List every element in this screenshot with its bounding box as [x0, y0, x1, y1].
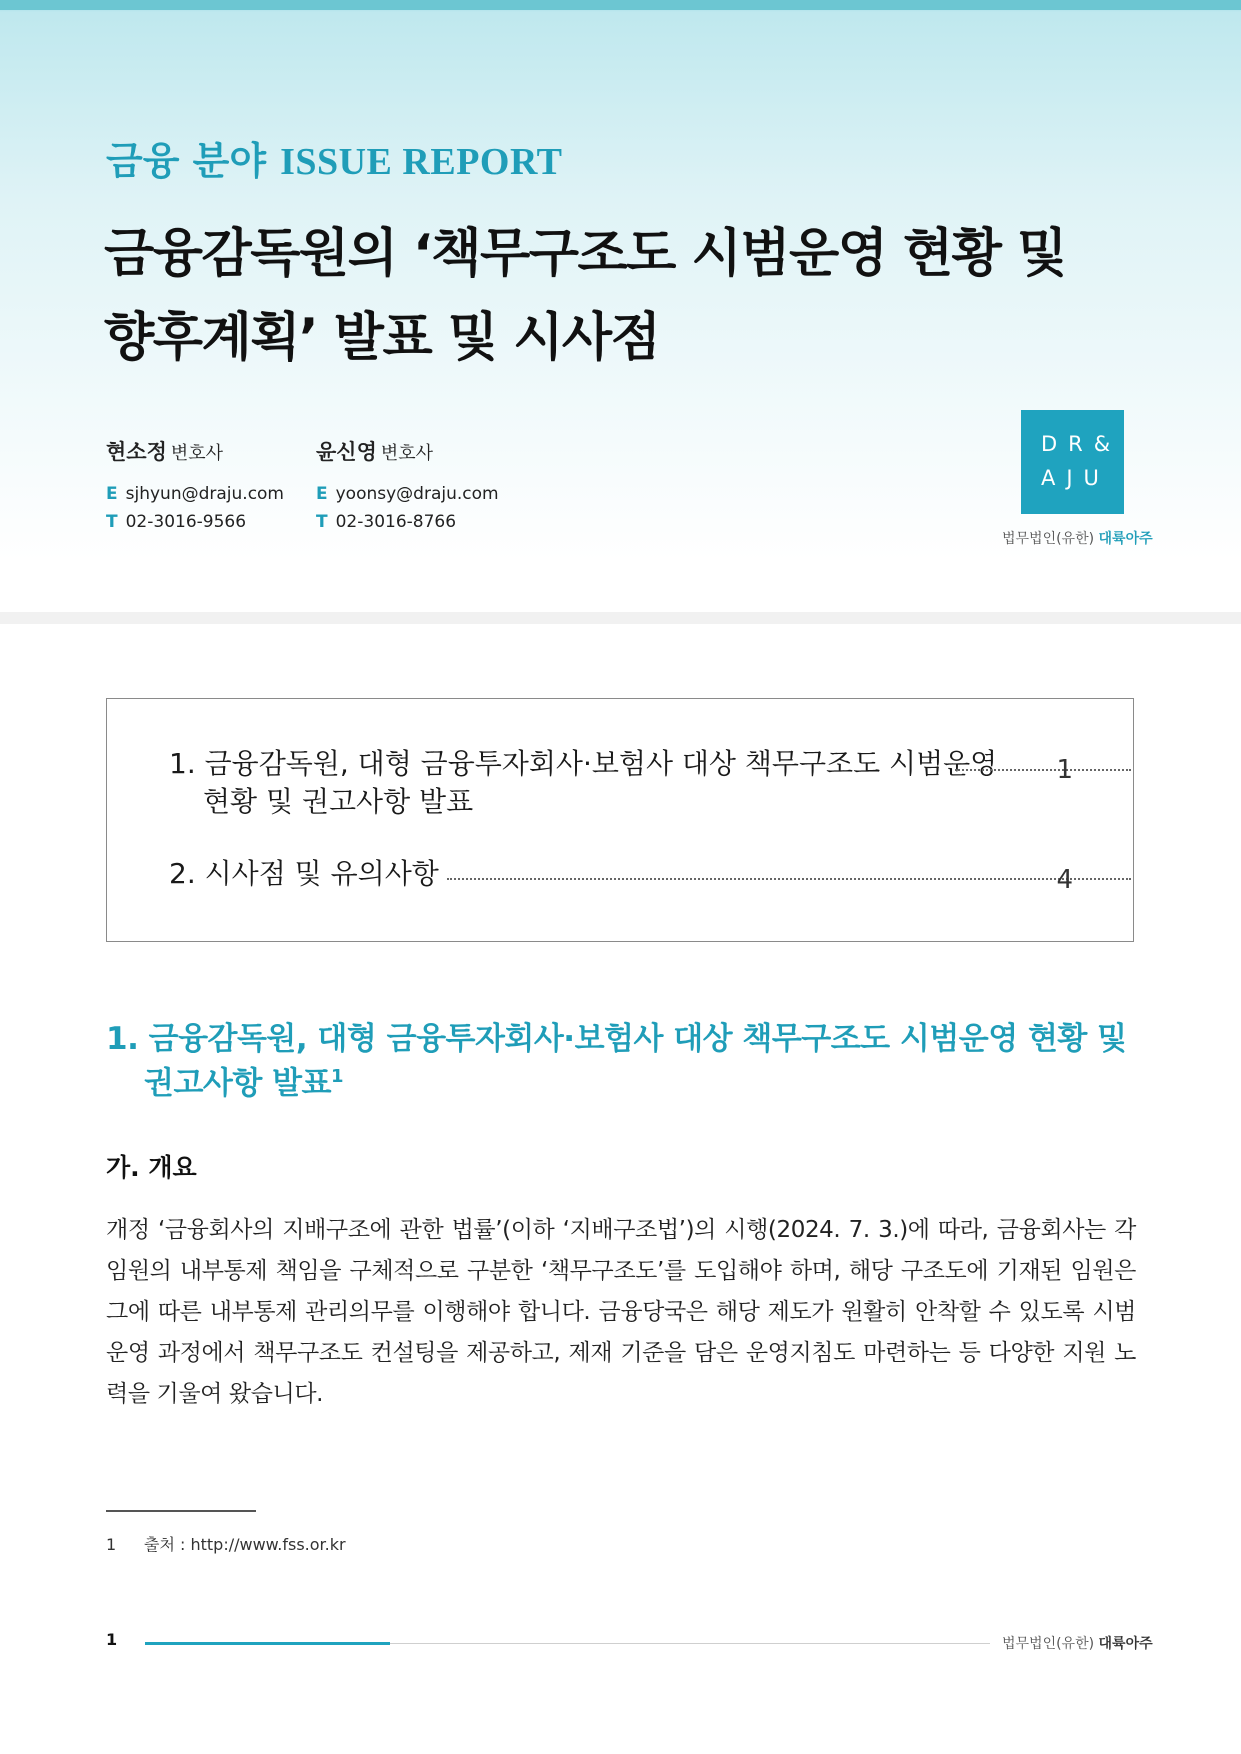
toc-item-2[interactable] [169, 855, 439, 893]
phone-label: T [316, 512, 328, 532]
author-phone: 02-3016-8766 [335, 512, 457, 532]
page-number: 1 [106, 1630, 118, 1649]
firm-name-bold: 대륙아주 [1098, 531, 1153, 547]
toc-item-text: 2. 시사점 및 유의사항 [169, 857, 439, 890]
footer-firm-prefix: 법무법인(유한) [1002, 1636, 1095, 1652]
phone-label: T [106, 512, 118, 532]
footer-accent-line [145, 1642, 390, 1645]
author-email[interactable]: sjhyun@draju.com [125, 484, 284, 504]
author-card [316, 438, 499, 536]
footer-rule [390, 1643, 990, 1644]
section-heading-line-2: 권고사항 발표 [144, 1065, 331, 1102]
author-name: 윤신영 [316, 440, 377, 464]
firm-name [1002, 528, 1153, 548]
series-english: ISSUE REPORT [280, 141, 563, 183]
top-accent-stripe [0, 0, 1241, 10]
firm-prefix: 법무법인(유한) [1002, 531, 1095, 547]
subsection-heading: 가. 개요 [106, 1153, 197, 1182]
section-heading-line-1: 1. 금융감독원, 대형 금융투자회사·보험사 대상 책무구조도 시범운영 현황 및 [106, 1021, 1127, 1057]
footer-firm-bold: 대륙아주 [1098, 1636, 1153, 1652]
toc-leader-dots [955, 769, 1131, 771]
author-name: 현소정 [106, 440, 167, 464]
footnote-ref[interactable]: 1 [330, 1066, 343, 1087]
firm-logo [1021, 410, 1124, 514]
toc-page-number: 1 [1056, 755, 1073, 785]
author-card [106, 438, 284, 536]
toc-page-number: 4 [1056, 865, 1073, 895]
toc-item-text: 1. 금융감독원, 대형 금융투자회사·보험사 대상 책무구조도 시범운영 [169, 747, 998, 780]
title-line-2: 향후계획’ 발표 및 시사점 [104, 308, 660, 368]
author-role: 변호사 [380, 443, 434, 464]
report-series [106, 130, 562, 185]
email-label: E [316, 484, 328, 504]
author-phone: 02-3016-9566 [125, 512, 247, 532]
header-divider [0, 612, 1241, 624]
author-email[interactable]: yoonsy@draju.com [335, 484, 499, 504]
author-role: 변호사 [170, 443, 224, 464]
logo-line-2: AJU [1041, 466, 1110, 490]
toc-leader-dots [447, 878, 1131, 880]
table-of-contents [106, 698, 1134, 942]
body-paragraph: 개정 ‘금융회사의 지배구조에 관한 법률’(이하 ‘지배구조법’)의 시행(2024. 7. 3.)에 따라, 금융회사는 각 임원의 내부통제 책임을 구체적으로 구분한 ‘책무구조도’를 도입해야 하며, 해당 구조도에 기재된 임원은 그에 따른 내부통제 관리의무를 이행해야 합니다. 금융당국은 해당 제도가 원활히 안착할 수 있도록 시범운영 과정에서 책무구조도 컨설팅을 제공하고, 제재 기준을 담은 운영지침도 마련하는 등 다양한 지원 노력을 기울여 왔습니다. [106, 1217, 1136, 1407]
footnote-number: 1 [106, 1535, 117, 1554]
logo-line-1: DR& [1041, 432, 1122, 456]
toc-item-1[interactable] [169, 745, 997, 821]
report-title [104, 212, 1104, 380]
title-line-1: 금융감독원의 ‘책무구조도 시범운영 현황 및 [104, 224, 1066, 284]
series-korean: 금융 분야 [106, 139, 267, 183]
footnote-text: 출처 : http://www.fss.or.kr [144, 1535, 346, 1554]
toc-item-text-cont: 현황 및 권고사항 발표 [203, 785, 474, 818]
section-heading [106, 1020, 1136, 1102]
footer-firm-name [1002, 1633, 1153, 1653]
footnote [106, 1532, 346, 1555]
footnote-rule [106, 1510, 256, 1512]
email-label: E [106, 484, 118, 504]
